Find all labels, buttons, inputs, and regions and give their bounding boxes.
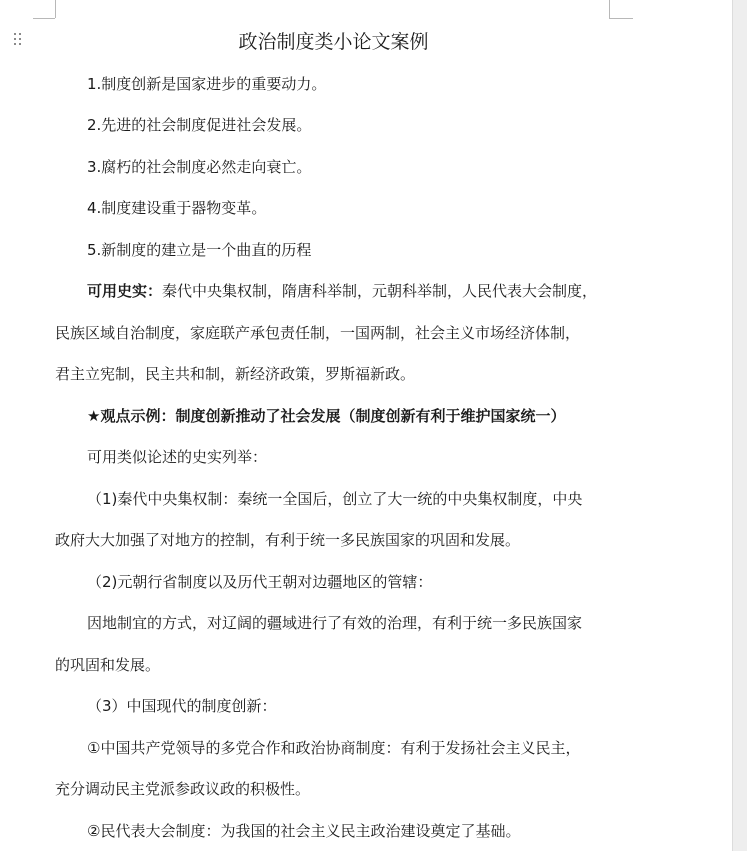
item-1-line-1: （1)秦代中央集权制：秦统一全国后，创立了大一统的中央集权制度，中央 (87, 490, 583, 508)
item-1-line-2: 政府大大加强了对地方的控制，有利于统一多民族国家的巩固和发展。 (55, 531, 521, 549)
item-3a-line-1: ①中国共产党领导的多党合作和政治协商制度：有利于发扬社会主义民主， (87, 739, 581, 757)
item-3-heading: （3）中国现代的制度创新： (87, 697, 277, 715)
crop-mark-top-left-vertical (55, 0, 56, 18)
item-2-line-1: 因地制宜的方式，对辽阔的疆域进行了有效的治理，有利于统一多民族国家 (87, 614, 583, 632)
viewpoint-example-heading: ★观点示例：制度创新推动了社会发展（制度创新有利于维护国家统一） (87, 407, 566, 425)
paragraph-2: 2.先进的社会制度促进社会发展。 (87, 116, 312, 134)
crop-mark-top-right-vertical (609, 0, 610, 18)
paragraph-historical-facts (87, 280, 597, 302)
paragraph-5: 5.新制度的建立是一个曲直的历程 (87, 241, 312, 259)
historical-facts-line-3: 君主立宪制，民主共和制，新经济政策，罗斯福新政。 (55, 365, 416, 383)
crop-mark-top-left-horizontal (33, 18, 55, 19)
item-3b-line-1: ②民代表大会制度：为我国的社会主义民主政治建设奠定了基础。 (87, 822, 521, 840)
item-3a-line-2: 充分调动民主党派参政议政的积极性。 (55, 780, 311, 798)
document-title: 政治制度类小论文案例 (238, 31, 429, 53)
paragraph-3: 3.腐朽的社会制度必然走向衰亡。 (87, 158, 312, 176)
right-scroll-gutter[interactable] (732, 0, 747, 851)
paragraph-1: 1.制度创新是国家进步的重要动力。 (87, 75, 327, 93)
item-2-heading: （2)元朝行省制度以及历代王朝对边疆地区的管辖： (87, 573, 433, 591)
paragraph-4: 4.制度建设重于器物变革。 (87, 199, 267, 217)
paragraph-list-intro: 可用类似论述的史实列举： (87, 448, 268, 466)
historical-facts-line-1: 秦代中央集权制，隋唐科举制，元朝科举制，人民代表大会制度， (162, 282, 598, 300)
crop-mark-top-right-horizontal (609, 18, 633, 19)
historical-facts-label: 可用史实： (87, 282, 163, 300)
item-2-line-2: 的巩固和发展。 (55, 656, 161, 674)
historical-facts-line-2: 民族区域自治制度，家庭联产承包责任制，一国两制，社会主义市场经济体制， (55, 324, 581, 342)
